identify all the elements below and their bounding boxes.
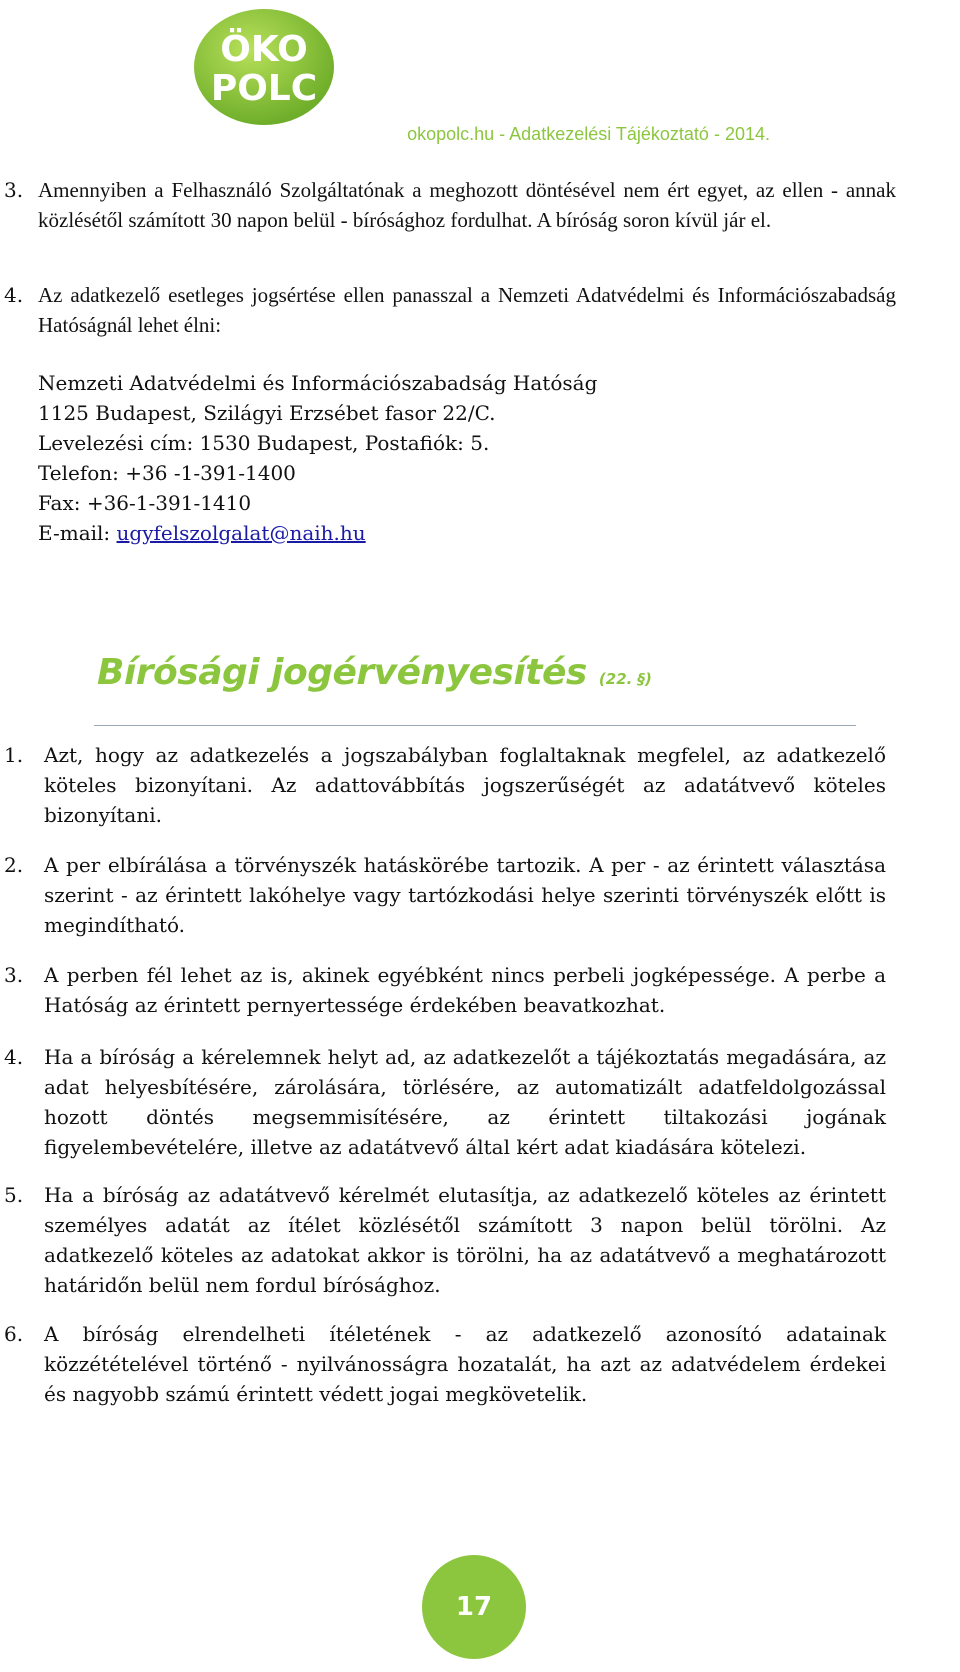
item-text: A per elbírálása a törvényszék hatáskörébe tartozik. A per - az érintett választása szerint - az érintett lakóhelye vagy tartózkodási helye szerinti törvényszék előtt is megindítható. [44, 853, 886, 937]
svg-text:ÖKO: ÖKO [220, 29, 308, 70]
authority-postal: Levelezési cím: 1530 Budapest, Postafiók: 5. [38, 431, 490, 455]
item-text: Az adatkezelő esetleges jogsértése ellen panasszal a Nemzeti Adatvédelmi és Információszabadság Hatóságnál lehet élni: [38, 283, 896, 337]
item-number: 1. [4, 743, 24, 767]
item-number: 2. [4, 853, 24, 877]
header-title: okopolc.hu - Adatkezelési Tájékoztató - 2014. [407, 124, 770, 144]
authority-fax: Fax: +36-1-391-1410 [38, 491, 252, 515]
item-text: A bíróság elrendelheti ítéletének - az adatkezelő azonosító adatainak közzétételével történő - nyilvánosságra hozatalát, ha azt az adatvédelem érdekei és nagyobb számú érintett védett jogai megkövetelik. [44, 1322, 886, 1406]
email-label: E-mail: [38, 521, 117, 545]
okopolc-logo [190, 6, 338, 128]
item-number: 4. [4, 1045, 24, 1069]
item-text: Amennyiben a Felhasználó Szolgáltatónak a meghozott döntésével nem ért egyet, az ellen - annak közlésétől számított 30 napon belül - bírósághoz fordulhat. A bíróság soron kívül jár el. [38, 178, 896, 232]
section-title-text: Bírósági jogérvényesítés [97, 652, 587, 693]
authority-contact [38, 368, 597, 548]
page-number-badge [422, 1555, 526, 1659]
authority-address: 1125 Budapest, Szilágyi Erzsébet fasor 22/C. [38, 401, 496, 425]
item-number: 5. [4, 1183, 24, 1207]
email-link[interactable]: ugyfelszolgalat@naih.hu [116, 521, 366, 545]
item-number: 3. [4, 178, 24, 202]
item-text: Ha a bíróság a kérelemnek helyt ad, az adatkezelőt a tájékoztatás megadására, az adat helyesbítésére, zárolására, törlésére, az automatizált adatfeldolgozással hozott döntés megsemmisítésére, az érintett tiltakozási jogának figyelembevételére, illetve az adatátvevő által kért adat kiadására kötelezi. [44, 1045, 886, 1159]
authority-email-row [38, 518, 597, 548]
authority-name: Nemzeti Adatvédelmi és Információszabadság Hatóság [38, 371, 598, 395]
item-text: A perben fél lehet az is, akinek egyébként nincs perbeli jogképessége. A perbe a Hatóság az érintett pernyertessége érdekében beavatkozhat. [44, 963, 886, 1017]
section-ref: (22. §) [598, 670, 652, 688]
item-number: 3. [4, 963, 24, 987]
item-number: 6. [4, 1322, 24, 1346]
page-number: 17 [455, 1592, 493, 1622]
svg-text:POLC: POLC [210, 68, 318, 109]
section-divider [94, 725, 856, 726]
item-number: 4. [4, 283, 24, 307]
item-text: Ha a bíróság az adatátvevő kérelmét elutasítja, az adatkezelő köteles az érintett személyes adatát az ítélet közlésétől számított 3 napon belül törölni. Az adatkezelő köteles az adatokat akkor is törölni, ha az adatátvevő a meghatározott határidőn belül nem fordul bírósághoz. [44, 1183, 886, 1297]
section-title [97, 652, 652, 693]
authority-phone: Telefon: +36 -1-391-1400 [38, 461, 296, 485]
item-text: Azt, hogy az adatkezelés a jogszabályban foglaltaknak megfelel, az adatkezelő köteles bizonyítani. Az adattovábbítás jogszerűségét az adatátvevő köteles bizonyítani. [44, 743, 886, 827]
